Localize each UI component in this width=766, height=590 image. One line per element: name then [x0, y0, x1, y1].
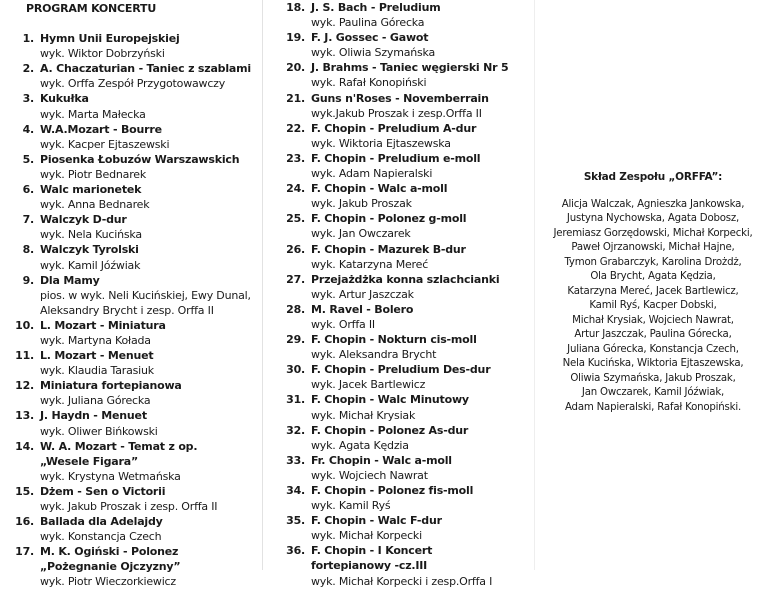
program-item-number: 2.	[22, 62, 34, 76]
program-item-number: 3.	[22, 92, 34, 106]
program-item-title: F. Chopin - Mazurek B-dur	[311, 242, 466, 256]
program-item-number: 35.	[286, 514, 305, 528]
program-item-performer: wyk. Martyna Kołada	[40, 333, 151, 347]
program-item-number: 8.	[22, 243, 34, 257]
program-item-body	[34, 91, 258, 121]
program-item-body	[305, 272, 529, 302]
program-item-title: M. Ravel - Bolero	[311, 302, 414, 316]
program-item	[8, 439, 258, 484]
program-item-performer: wyk. Piotr Wieczorkiewicz	[40, 575, 176, 589]
program-item-number: 15.	[15, 484, 34, 498]
program-item-title: W.A.Mozart - Bourre	[40, 122, 162, 136]
program-item	[279, 272, 529, 302]
program-item-body	[34, 408, 258, 438]
ensemble-member-line: Juliana Górecka, Konstancja Czech,	[567, 343, 739, 355]
program-item-performer: wyk. Kamil Ryś	[311, 499, 391, 513]
program-item-body	[305, 30, 529, 60]
program-item	[8, 91, 258, 121]
program-item-title: „Pożegnanie Ojczyzny”	[40, 560, 181, 574]
ensemble-member-line: Paweł Ojrzanowski, Michał Hajne,	[571, 242, 735, 253]
program-item	[279, 362, 529, 392]
program-item-performer: wyk. Orffa II	[311, 317, 375, 331]
program-item-title: F. Chopin - Walc a-moll	[311, 182, 448, 196]
program-item	[279, 483, 529, 513]
ensemble-members	[548, 198, 758, 416]
program-item-body	[305, 332, 529, 362]
ensemble-member-line: Artur Jaszczak, Paulina Górecka,	[574, 329, 732, 340]
ensemble-member-line: Katarzyna Mereć, Jacek Bartlewicz,	[567, 285, 739, 297]
ensemble-member-line: Kamil Ryś, Kacper Dobski,	[589, 300, 717, 311]
program-item	[279, 513, 529, 543]
program-item-number: 23.	[286, 151, 305, 165]
program-item-title: Piosenka Łobuzów Warszawskich	[40, 152, 240, 166]
program-item-number: 36.	[286, 544, 305, 558]
program-item-number: 20.	[286, 61, 305, 75]
ensemble-section	[548, 170, 758, 415]
program-item-number: 5.	[22, 152, 34, 166]
program-title: PROGRAM KONCERTU	[26, 2, 157, 15]
program-item-title: L. Mozart - Miniatura	[40, 318, 166, 332]
program-item-body	[34, 544, 258, 589]
program-item	[8, 31, 258, 61]
program-item-body	[34, 152, 258, 182]
program-item-body	[305, 302, 529, 332]
ensemble-member-line: Alicja Walczak, Agnieszka Jankowska,	[561, 198, 745, 210]
program-item-body	[34, 318, 258, 348]
program-item-title: L. Mozart - Menuet	[40, 349, 154, 363]
ensemble-member-line: Justyna Nychowska, Agata Dobosz,	[566, 213, 740, 224]
program-item-body	[305, 513, 529, 543]
program-item	[279, 423, 529, 453]
program-item	[279, 302, 529, 332]
program-item-body	[34, 348, 258, 378]
program-item-title: M. K. Ogiński - Polonez	[40, 545, 179, 559]
program-column-middle	[279, 0, 529, 589]
program-item-number: 19.	[286, 31, 305, 45]
program-item	[279, 60, 529, 90]
program-item-number: 13.	[15, 409, 34, 423]
program-item-title: J. Brahms - Taniec węgierski Nr 5	[311, 61, 509, 75]
program-item	[279, 0, 529, 30]
program-item-body	[305, 181, 529, 211]
program-item-number: 28.	[286, 302, 305, 316]
ensemble-member-line: Jan Owczarek, Kamil Jóźwiak,	[581, 387, 725, 398]
program-item-performer: wyk.Jakub Proszak i zesp.Orffa II	[311, 106, 482, 120]
ensemble-member-line: Ola Brycht, Agata Kędzia,	[590, 271, 716, 282]
program-item-body	[305, 453, 529, 483]
program-item-performer: wyk. Wojciech Nawrat	[311, 468, 428, 482]
program-item-number: 21.	[286, 91, 305, 105]
program-item-performer: wyk. Marta Małecka	[40, 107, 146, 121]
program-item	[279, 543, 529, 588]
program-item-performer: wyk. Michał Korpecki	[311, 529, 422, 543]
program-item	[279, 392, 529, 422]
program-item-title: F. Chopin - Walc Minutowy	[311, 393, 469, 407]
program-item-title: Przejażdżka konna szlachcianki	[311, 272, 500, 286]
program-item-performer: wyk. Katarzyna Mereć	[311, 257, 429, 271]
program-item	[279, 242, 529, 272]
program-item-title: F. Chopin - Preludium Des-dur	[311, 363, 491, 377]
program-item-performer: wyk. Michał Krysiak	[311, 408, 416, 422]
program-item-title: Guns n'Roses - Novemberrain	[311, 91, 489, 105]
program-item-body	[34, 273, 258, 318]
program-item	[279, 151, 529, 181]
program-item-number: 30.	[286, 363, 305, 377]
program-item-performer: wyk. Jan Owczarek	[311, 227, 411, 241]
program-item-title: F. Chopin - Nokturn cis-moll	[311, 333, 477, 347]
program-item-performer: pios. w wyk. Neli Kucińskiej, Ewy Dunal,	[40, 288, 251, 302]
program-item-performer: wyk. Oliwer Bińkowski	[40, 424, 158, 438]
program-item-performer: wyk. Nela Kucińska	[40, 228, 142, 242]
ensemble-member-line: Oliwia Szymańska, Jakub Proszak,	[570, 372, 736, 384]
program-item-title: F. Chopin - Polonez fis-moll	[311, 484, 474, 497]
program-item-performer: wyk. Orffa Zespół Przygotowawczy	[40, 77, 226, 91]
program-item-performer: wyk. Krystyna Wetmańska	[40, 469, 181, 483]
program-item-number: 4.	[22, 122, 34, 136]
program-item-number: 12.	[15, 379, 34, 393]
program-item-body	[305, 242, 529, 272]
program-item-body	[305, 60, 529, 90]
program-item-number: 26.	[286, 242, 305, 256]
program-item-body	[305, 151, 529, 181]
program-item-performer: wyk. Piotr Bednarek	[40, 167, 147, 181]
program-item-title: Walc marionetek	[40, 183, 142, 197]
program-item-number: 11.	[15, 349, 34, 363]
program-item-performer: wyk. Kacper Ejtaszewski	[40, 137, 170, 151]
program-item	[279, 91, 529, 121]
program-item-title: Miniatura fortepianowa	[40, 379, 182, 393]
program-item-number: 17.	[15, 545, 34, 559]
program-item-performer: wyk. Kamil Jóźwiak	[40, 258, 141, 272]
program-item-body	[305, 362, 529, 392]
program-item-number: 10.	[15, 318, 34, 332]
ensemble-member-line: Nela Kucińska, Wiktoria Ejtaszewska,	[562, 358, 744, 369]
program-item-body	[305, 543, 529, 588]
program-item-body	[34, 31, 258, 61]
program-item-performer: wyk. Oliwia Szymańska	[311, 46, 436, 60]
program-item-number: 27.	[286, 272, 305, 286]
program-item	[8, 61, 258, 91]
program-item-performer: wyk. Konstancja Czech	[40, 530, 162, 544]
program-item-title: A. Chaczaturian - Taniec z szablami	[40, 62, 251, 76]
program-item-body	[305, 91, 529, 121]
program-item-performer: wyk. Jakub Proszak i zesp. Orffa II	[40, 500, 218, 513]
program-item-body	[34, 439, 258, 484]
program-item-number: 33.	[286, 453, 305, 467]
ensemble-member-line: Tymon Grabarczyk, Karolina Drożdż,	[564, 256, 742, 268]
program-item-number: 31.	[286, 393, 305, 407]
program-item-performer: wyk. Adam Napieralski	[311, 167, 433, 181]
program-item-body	[34, 514, 258, 544]
program-item-body	[34, 122, 258, 152]
program-item-title: W. A. Mozart - Temat z op.	[40, 439, 198, 453]
ensemble-member-line: Adam Napieralski, Rafał Konopiński.	[564, 401, 742, 413]
program-item	[8, 182, 258, 212]
program-list-part-1	[8, 31, 258, 589]
program-item-number: 14.	[15, 439, 34, 453]
program-item-title: F. Chopin - I Koncert	[311, 544, 433, 558]
program-item-body	[34, 212, 258, 242]
program-item-performer: Aleksandry Brycht i zesp. Orffa II	[40, 303, 214, 317]
program-item-number: 6.	[22, 183, 34, 197]
program-item-title: J. S. Bach - Preludium	[311, 1, 441, 14]
program-item-title: „Wesele Figara”	[40, 454, 139, 468]
program-item-number: 32.	[286, 423, 305, 437]
program-item	[8, 544, 258, 589]
program-item-body	[305, 483, 529, 513]
page-fold-left	[262, 0, 263, 570]
program-item	[8, 348, 258, 378]
program-item-title: Walczyk Tyrolski	[40, 243, 139, 257]
program-item-body	[305, 423, 529, 453]
program-item-title: F. Chopin - Walc F-dur	[311, 514, 442, 528]
program-item-body	[34, 378, 258, 408]
program-item	[8, 122, 258, 152]
program-item-title: Dżem - Sen o Victorii	[40, 484, 166, 498]
ensemble-member-line: Jeremiasz Gorzędowski, Michał Korpecki,	[553, 227, 753, 239]
program-item-number: 25.	[286, 212, 305, 226]
program-item-number: 29.	[286, 333, 305, 347]
program-item-number: 24.	[286, 182, 305, 196]
program-item	[8, 212, 258, 242]
program-item-body	[305, 392, 529, 422]
program-item-title: Ballada dla Adelajdy	[40, 515, 163, 529]
program-item-title: F. Chopin - Preludium e-moll	[311, 151, 481, 165]
program-item-performer: wyk. Aleksandra Brycht	[311, 348, 437, 362]
program-item	[279, 121, 529, 151]
program-item	[279, 332, 529, 362]
program-item-number: 22.	[286, 121, 305, 135]
program-item-performer: wyk. Wiktor Dobrzyński	[40, 47, 165, 61]
program-item-body	[34, 484, 258, 514]
program-list-part-2	[279, 0, 529, 589]
program-item-performer: wyk. Jakub Proszak	[311, 197, 412, 211]
program-item-title: fortepianowy -cz.III	[311, 559, 428, 573]
program-item-body	[305, 211, 529, 241]
program-item-body	[305, 121, 529, 151]
program-item-performer: wyk. Agata Kędzia	[311, 438, 409, 452]
program-item-title: Walczyk D-dur	[40, 213, 127, 227]
program-item-number: 9.	[22, 273, 34, 287]
program-item	[8, 514, 258, 544]
program-item-body	[34, 61, 258, 91]
program-item	[8, 484, 258, 514]
ensemble-member-line: Michał Krysiak, Wojciech Nawrat,	[572, 314, 734, 326]
program-item-performer: wyk. Paulina Górecka	[311, 16, 425, 30]
page-fold-right	[534, 0, 535, 570]
program-item	[8, 242, 258, 272]
program-item-title: Kukułka	[40, 92, 89, 106]
program-item	[279, 211, 529, 241]
program-item	[8, 378, 258, 408]
program-item-performer: wyk. Artur Jaszczak	[311, 287, 414, 301]
program-item-body	[305, 0, 529, 30]
program-item	[279, 181, 529, 211]
program-item	[8, 408, 258, 438]
program-item-performer: wyk. Klaudia Tarasiuk	[40, 364, 154, 378]
program-item-number: 34.	[286, 484, 305, 497]
program-item	[279, 30, 529, 60]
ensemble-heading: Skład Zespołu „ORFFA”:	[583, 171, 723, 183]
program-item-title: Fr. Chopin - Walc a-moll	[311, 453, 452, 467]
program-item	[8, 273, 258, 318]
program-item-title: F. Chopin - Polonez g-moll	[311, 212, 467, 226]
program-item-performer: wyk. Michał Korpecki i zesp.Orffa I	[311, 574, 493, 588]
program-item	[8, 318, 258, 348]
program-item-body	[34, 182, 258, 212]
program-item-title: J. Haydn - Menuet	[40, 409, 147, 423]
program-item-title: F. Chopin - Polonez As-dur	[311, 423, 469, 437]
program-item-body	[34, 242, 258, 272]
program-item-title: Hymn Unii Europejskiej	[40, 32, 180, 46]
program-column-left	[8, 0, 258, 590]
program-item-title: Dla Mamy	[40, 273, 100, 287]
program-item-performer: wyk. Juliana Górecka	[40, 394, 151, 408]
program-item-number: 1.	[22, 32, 34, 46]
program-item-number: 18.	[286, 1, 305, 14]
program-item-title: F. Chopin - Preludium A-dur	[311, 121, 477, 135]
program-item-number: 16.	[15, 515, 34, 529]
program-item-performer: wyk. Jacek Bartlewicz	[311, 378, 426, 392]
program-item	[8, 152, 258, 182]
program-item-performer: wyk. Wiktoria Ejtaszewska	[311, 136, 451, 150]
program-item-performer: wyk. Anna Bednarek	[40, 198, 150, 212]
program-item	[279, 453, 529, 483]
program-item-number: 7.	[22, 213, 34, 227]
program-item-title: F. J. Gossec - Gawot	[311, 31, 429, 45]
program-item-performer: wyk. Rafał Konopiński	[311, 76, 427, 90]
